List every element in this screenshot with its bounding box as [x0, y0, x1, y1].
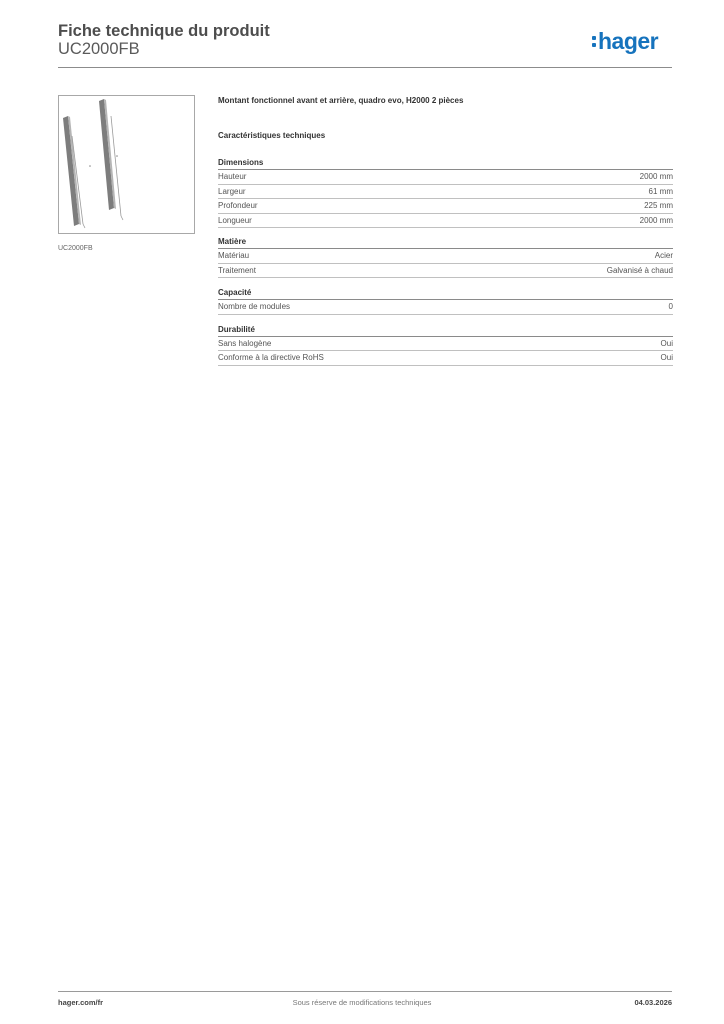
row-value: Oui	[660, 353, 673, 362]
row-value: Galvanisé à chaud	[606, 265, 673, 275]
technical-characteristics-title: Caractéristiques techniques	[218, 131, 326, 140]
product-image	[58, 95, 195, 234]
page-title: Fiche technique du produit	[58, 22, 270, 40]
hager-logo	[592, 28, 658, 55]
footer-website-link[interactable]: hager.com/fr	[58, 998, 104, 1007]
section-durabilite	[218, 325, 673, 366]
table-row	[218, 300, 673, 315]
product-description: Montant fonctionnel avant et arrière, quadro evo, H2000 2 pièces	[218, 96, 464, 105]
row-label: Traitement	[218, 265, 256, 275]
row-label: Hauteur	[218, 172, 247, 181]
section-capacite	[218, 288, 673, 315]
row-value: Acier	[654, 251, 673, 260]
footer-disclaimer: Sous réserve de modifications techniques	[292, 998, 432, 1007]
row-label: Profondeur	[218, 201, 258, 210]
table-row	[218, 170, 673, 185]
row-label: Largeur	[218, 186, 246, 196]
row-value: 0	[668, 302, 673, 311]
section-title: Durabilité	[218, 325, 673, 337]
section-title: Capacité	[218, 288, 673, 300]
row-label: Nombre de modules	[218, 302, 291, 311]
row-label: Longueur	[218, 215, 252, 225]
section-title: Matière	[218, 237, 673, 249]
table-row	[218, 249, 673, 264]
table-row	[218, 199, 673, 214]
row-label: Sans halogène	[218, 338, 272, 348]
footer-divider	[58, 991, 672, 992]
logo-text: hager	[598, 28, 659, 54]
product-details	[218, 96, 673, 366]
table-row	[218, 351, 673, 366]
header-divider	[58, 67, 672, 68]
footer-date: 04.03.2026	[634, 998, 672, 1007]
row-label: Matériau	[218, 251, 250, 260]
row-label: Conforme à la directive RoHS	[218, 353, 324, 362]
section-matiere	[218, 237, 673, 278]
logo-dots-icon	[592, 36, 596, 47]
section-dimensions	[218, 158, 673, 228]
table-row	[218, 264, 673, 279]
row-value: 2000 mm	[639, 172, 673, 181]
row-value: 2000 mm	[639, 215, 673, 225]
table-row	[218, 337, 673, 352]
product-code: UC2000FB	[58, 40, 140, 58]
row-value: Oui	[660, 338, 673, 348]
table-row	[218, 214, 673, 229]
table-row	[218, 185, 673, 200]
rail-illustration-icon	[59, 96, 194, 233]
section-title: Dimensions	[218, 158, 673, 170]
image-caption: UC2000FB	[58, 245, 93, 252]
row-value: 61 mm	[648, 186, 673, 196]
row-value: 225 mm	[644, 201, 673, 210]
